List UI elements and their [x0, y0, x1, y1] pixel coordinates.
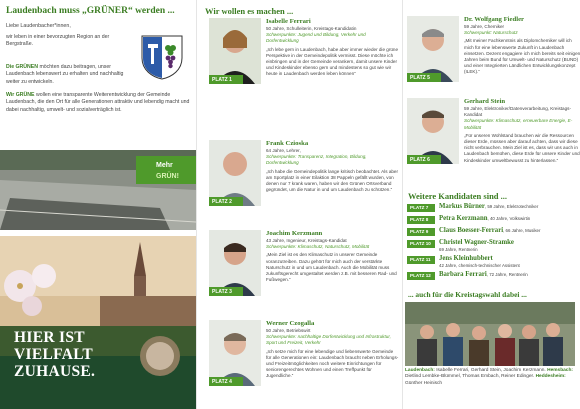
- slogan: [14, 329, 194, 380]
- list-item-name-text: Barbara Ferrari: [439, 271, 487, 278]
- candidate-info: [266, 18, 399, 78]
- candidate-photo: [407, 98, 459, 164]
- rank-badge: PLATZ 3: [209, 287, 243, 296]
- rank-badge: PLATZ 4: [209, 377, 243, 386]
- list-item-desc: , 59 Jahre, Elektrotechniker: [484, 204, 539, 209]
- candidate-meta: 50 Jahre, Betriebswirt: [266, 328, 311, 333]
- crest-icon: [138, 34, 186, 80]
- rank-badge: PLATZ 10: [407, 240, 435, 248]
- list-item-sub: 42 Jahre, chemisch-technischer Assistent: [439, 263, 520, 268]
- caption-text-2: Dietlind Lembke-Blümmel, Thomas Embach, Reiner Edinger.: [405, 374, 535, 380]
- group-caption: [405, 368, 577, 387]
- list-item-desc: , 40 Jahre, Volkswirtin: [487, 216, 531, 221]
- group-photo: [405, 302, 575, 366]
- candidate-quote: „Mein Ziel ist es den Klimaschutz in unserer Gemeinde voranzutreiben. Dazu gehört für mich auch der verstärkte Naturschutz in und um Laudenbach. Auch die Mobilität muss zukunftsgerecht umgestaltet werden z.B. mit besseren Rad- und Fußwegen.“: [266, 252, 397, 283]
- intro-text-3: [6, 92, 190, 114]
- rank-badge: PLATZ 11: [407, 256, 435, 264]
- intro-text-2-lead: Die GRÜNEN: [6, 64, 38, 70]
- list-item: [404, 215, 578, 227]
- candidate-info: [266, 140, 399, 193]
- candidate-card: [407, 16, 580, 96]
- candidate-card: [209, 140, 399, 210]
- candidate-name: Joachim Kerzmann: [266, 230, 323, 237]
- village-photo: [0, 236, 196, 409]
- candidates-title: Wir wollen es machen ...: [205, 6, 294, 16]
- mehr-line-2: GRÜN!: [156, 173, 179, 180]
- candidate-focus: Schwerpunkte: Transparenz, Integration, Bildung, Dorfentwicklung: [266, 154, 367, 166]
- candidate-focus: Schwerpunkte: nachhaltige Dorfentwicklung und Infrastruktur, Sport und Freizeit, Verkehr: [266, 334, 391, 346]
- list-item-name-text: Markus Bürner: [439, 203, 485, 210]
- candidate-photo: [209, 140, 261, 206]
- candidate-info: [266, 320, 399, 380]
- candidate-meta: 59 Jahre, Chemiker: [464, 24, 505, 29]
- list-item-name-text: Petra Kerzmann: [439, 215, 488, 222]
- village-photo-image: [0, 236, 196, 409]
- intro-text-3-body: wollen eine transparente Weiterentwicklung der Gemeinde Laudenbach, die den Ort für alle Generationen attraktiv und lebendig macht und dabei nachhaltig, umwelt- und sozialverträglich ist.: [6, 92, 190, 113]
- candidate-info: [464, 16, 580, 76]
- intro-text-3-lead: Wir GRÜNE: [6, 92, 35, 98]
- candidate-quote: „Ich setze mich für eine lebendige und liebenswerte Gemeinde für alle Generationen ein: Laudenbach braucht neben Erholungs- und Freizeitmöglichkeiten noch weitere Einrichtungen für seniorengerechtes Wohnen und einen Treffpunkt für Jugendliche.“: [266, 348, 399, 379]
- candidate-quote: „Mit meiner Fachkenntnis als Diplomchemiker will ich mich für eine lebenswerte Zukunft in Laudenbach einsetzen. Dezent engagiere ich mich bereits seit einigen Jahren beim Bund für Umwelt- und Naturschutz (BUND) und einer Integrierten Ländlichen Entwicklungskonzept (ILEK).“: [464, 38, 580, 75]
- candidate-card: [209, 320, 399, 405]
- slogan-line-2: VIELFALT: [14, 346, 94, 363]
- list-item: [404, 227, 578, 239]
- intro-text-2-body: möchten dazu beitragen, unser Laudenbach lebenswert zu erhalten und nachhaltig weiter zu entwickeln.: [6, 64, 124, 85]
- list-item-name: [439, 203, 538, 210]
- rank-badge: PLATZ 5: [407, 73, 441, 82]
- candidate-name: Gerhard Stein: [464, 98, 506, 105]
- rank-badge: PLATZ 7: [407, 204, 435, 212]
- list-item-name-text: Claus Boesser-Ferrari: [439, 227, 504, 234]
- intro-greeting: Liebe Laudenbacher*innen,: [6, 23, 71, 29]
- list-item-desc: , 66 Jahre, Musiker: [503, 228, 541, 233]
- candidate-quote: „Ich habe die Gemeindepolitik lange kritisch beobachtet. Als aber am Sportplatz in einer Eilaktion 38 Pappeln gefällt wurden, von denen nur 7 krank waren, haben wir den Grünen Ortsverband gegründet, um die Natur in und um Laudenbach zu schützen.“: [266, 168, 399, 193]
- candidate-meta: 64 Jahre, Lehrer,: [266, 148, 301, 153]
- panel-candidates: [196, 0, 402, 409]
- weitere-title: Weitere Kandidaten sind ...: [408, 191, 508, 201]
- rank-badge: PLATZ 1: [209, 75, 243, 84]
- candidate-meta: 43 Jahre, Ingenieur, Kreistags-Kandidat: [266, 238, 347, 243]
- intro-text-1: wir leben in einer bevorzugten Region an der Bergstraße.: [6, 34, 110, 48]
- slogan-line-3: ZUHAUSE.: [14, 363, 96, 380]
- list-item: [404, 239, 578, 255]
- rank-badge: PLATZ 8: [407, 216, 435, 224]
- caption-text-3: Günther Heinisch: [405, 380, 443, 386]
- panel-intro: [0, 0, 196, 409]
- rank-badge: PLATZ 6: [407, 155, 441, 164]
- candidate-card: [407, 98, 580, 190]
- list-item: [404, 203, 578, 215]
- caption-lead-3: Heddesheim:: [535, 374, 566, 380]
- rank-badge: PLATZ 9: [407, 228, 435, 236]
- caption-text-1: Isabelle Ferrari, Gerhard Stein, Joachim Kerzmann.: [434, 368, 546, 373]
- group-photo-image: [405, 302, 575, 366]
- list-item-name: Christel Wagner-Stramke: [439, 239, 514, 246]
- rank-badge: PLATZ 12: [407, 272, 435, 280]
- caption-lead-2: Hemsbach:: [547, 368, 573, 373]
- rank-badge: PLATZ 2: [209, 197, 243, 206]
- list-item-name: [439, 271, 528, 278]
- list-item-desc: , 72 Jahre, Rentnerin: [486, 272, 528, 277]
- candidate-info: [464, 98, 580, 164]
- list-item: [404, 255, 578, 271]
- candidate-info: [266, 230, 399, 283]
- candidate-card: [209, 18, 399, 106]
- candidate-meta: 59 Jahre, Elektroniker/Datenverarbeitung, Kreistags-Kandidat: [464, 106, 571, 118]
- candidate-quote: „Für unseren Wohlstand brauchen wir die Ressourcen dieser Erde, müssen aber darauf achten, dass wir diese nicht verbrauchen. Mein Ziel ist es, dass wir uns auch in Laudenbach bemühen, diese Erde für unsere Kinder und Kindeskinder umweltbewusst zu hinterlassen.“: [464, 132, 580, 163]
- candidate-focus: Schwerpunkte: Klimaschutz, erneuerbare Energie, E-Mobilität: [464, 118, 573, 130]
- candidate-name: Dr. Wolfgang Fiedler: [464, 16, 524, 23]
- list-item-name: [439, 227, 540, 234]
- list-item-sub: 69 Jahre, Rentnerin: [439, 247, 478, 252]
- list-item-name: [439, 215, 530, 222]
- candidate-photo: [209, 18, 261, 84]
- candidate-card: [209, 230, 399, 300]
- slogan-line-1: HIER IST: [14, 329, 85, 346]
- candidate-photo: [209, 230, 261, 296]
- candidate-focus: Schwerpunkt: Naturschutz: [464, 30, 518, 36]
- candidate-focus: Schwerpunkte: Klimaschutz, Naturschutz, Mobilität: [266, 244, 370, 250]
- list-item-name: Jens Kleinhubbert: [439, 255, 493, 262]
- candidate-quote: „Ich lebe gern in Laudenbach, habe aber immer wieder die grüne Perspektive in der Gemeindepolitik vermisst. Diese möchte ich einbringen und in der Gemeinde verankern, damit unsere Kinder und Kindeskinder ebenso gern und mindestens so gut wie wir heute in Laudenbach werden leben können“: [266, 46, 399, 77]
- intro-text-2: [6, 64, 128, 86]
- candidate-name: Werner Czogalla: [266, 320, 315, 327]
- candidate-name: Frank Czioska: [266, 140, 309, 147]
- list-item: [404, 271, 578, 283]
- kreistag-title: ... auch für die Kreistagswahl dabei ...: [408, 290, 527, 299]
- caption-lead-1: Laudenbach:: [405, 368, 435, 373]
- candidate-photo: [407, 16, 459, 82]
- weitere-list: [404, 203, 578, 283]
- intro-title: Laudenbach muss „GRÜNER“ werden ...: [6, 6, 175, 16]
- mehr-line-1: Mehr: [156, 162, 173, 169]
- candidate-name: Isabelle Ferrari: [266, 18, 311, 25]
- candidate-photo: [209, 320, 261, 386]
- mehr-gruen-badge: [136, 156, 196, 184]
- candidate-focus: Schwerpunkte: Jugend und Bildung, Verkehr und Dorfentwicklung: [266, 32, 366, 44]
- candidate-meta: 50 Jahre, Schulleiterin, Kreistags-Kandidatin: [266, 26, 357, 31]
